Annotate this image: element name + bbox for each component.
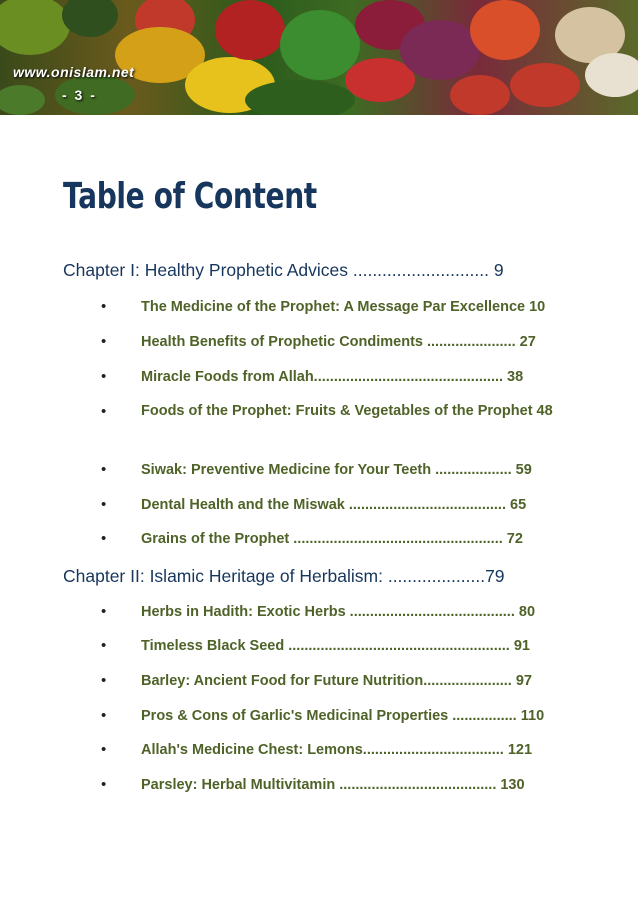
page-number: - 3 -	[62, 87, 97, 103]
toc-entry[interactable]: Foods of the Prophet: Fruits & Vegetables of the Prophet 48	[141, 403, 553, 419]
toc-entry[interactable]: Herbs in Hadith: Exotic Herbs ......................................... 80	[141, 604, 536, 620]
toc-entry[interactable]: Parsley: Herbal Multivitamin ....................................... 130	[141, 777, 525, 793]
bullet: •	[101, 707, 107, 724]
bullet: •	[101, 368, 107, 385]
toc-entry[interactable]: Grains of the Prophet .................................................... 72	[141, 531, 523, 547]
toc-entry[interactable]: The Medicine of the Prophet: A Message Par Excellence 10	[141, 299, 546, 315]
toc-entry[interactable]: Siwak: Preventive Medicine for Your Teeth ................... 59	[141, 462, 532, 478]
bullet: •	[101, 461, 107, 478]
site-url: www.onislam.net	[13, 64, 135, 80]
toc-entry[interactable]: Allah's Medicine Chest: Lemons................................... 121	[141, 742, 533, 758]
bullet: •	[101, 530, 107, 547]
page-title: Table of Content	[63, 176, 317, 217]
chapter-heading-1[interactable]: Chapter I: Healthy Prophetic Advices ............................ 9	[63, 260, 504, 280]
toc-entry[interactable]: Timeless Black Seed ....................................................... 91	[141, 638, 530, 654]
toc-entry[interactable]: Health Benefits of Prophetic Condiments ...................... 27	[141, 334, 536, 350]
bullet: •	[101, 403, 107, 420]
toc-entry[interactable]: Dental Health and the Miswak ....................................... 65	[141, 497, 527, 513]
header-banner	[0, 0, 638, 115]
bullet: •	[101, 496, 107, 513]
chapter-heading-2[interactable]: Chapter II: Islamic Heritage of Herbalism: ....................79	[63, 566, 505, 586]
bullet: •	[101, 637, 107, 654]
toc-entry[interactable]: Miracle Foods from Allah............................................... 38	[141, 369, 524, 385]
toc-entry[interactable]: Pros & Cons of Garlic's Medicinal Properties ................ 110	[141, 708, 545, 724]
bullet: •	[101, 741, 107, 758]
bullet: •	[101, 776, 107, 793]
bullet: •	[101, 603, 107, 620]
bullet: •	[101, 333, 107, 350]
bullet: •	[101, 672, 107, 689]
toc-entry[interactable]: Barley: Ancient Food for Future Nutrition...................... 97	[141, 673, 532, 689]
bullet: •	[101, 298, 107, 315]
